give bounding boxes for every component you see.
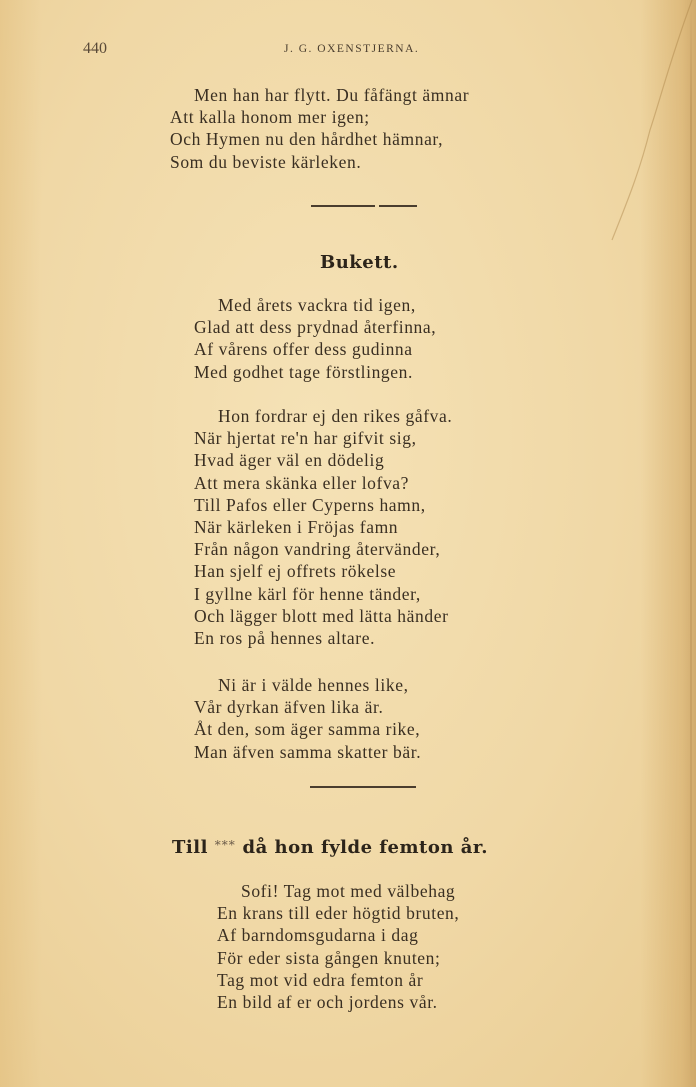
verse-line: Men han har flytt. Du fåfängt ämnar [194,85,470,105]
running-head: J. G. OXENSTJERNA. [284,43,420,55]
page-edge [690,0,692,1087]
verse-line: För eder sista gången knuten; [217,947,441,968]
bukett-stanza-2 [194,405,452,649]
verse-line: Med årets vackra tid igen, [218,295,416,315]
continuation-stanza [170,84,469,173]
verse-line: Och lägger blott med lätta händer [194,605,449,626]
till-stanza-1 [217,880,459,1013]
verse-line: En krans till eder högtid bruten, [217,903,460,924]
verse-line: Tag mot vid edra femton år [217,969,424,990]
title-prefix: Till [172,837,208,858]
bukett-stanza-1 [194,294,436,383]
poem-title-till [172,837,488,858]
verse-line: Af vårens offer dess gudinna [194,339,413,360]
verse-line: Hon fordrar ej den rikes gåfva. [218,406,453,426]
verse-line: Åt den, som äger samma rike, [194,719,421,740]
verse-line: En bild af er och jordens vår. [217,992,438,1013]
page-number: 440 [83,40,107,57]
verse-line: Man äfven samma skatter bär. [194,741,422,762]
verse-line: En ros på hennes altare. [194,628,376,649]
verse-line: Som du beviste kärleken. [170,151,362,172]
title-suffix: då hon fylde femton år. [242,837,488,858]
poem-title-bukett: Bukett. [320,252,399,273]
verse-line: Till Pafos eller Cyperns hamn, [194,494,426,515]
verse-line: Ni är i välde hennes like, [218,675,409,695]
verse-line: Att kalla honom mer igen; [170,107,370,128]
verse-line: När hjertat re'n har gifvit sig, [194,428,417,449]
verse-line: När kärleken i Fröjas famn [194,517,399,538]
verse-line: Han sjelf ej offrets rökelse [194,561,397,582]
verse-line: Och Hymen nu den hårdhet hämnar, [170,129,444,150]
verse-line: Glad att dess prydnad återfinna, [194,317,437,338]
verse-line: Af barndomsgudarna i dag [217,925,419,946]
section-divider-right [379,205,417,207]
verse-line: Sofi! Tag mot med välbehag [241,881,456,901]
verse-line: Från någon vandring återvänder, [194,539,441,560]
bukett-stanza-3 [194,674,421,763]
section-divider [310,786,416,788]
verse-line: Vår dyrkan äfven lika är. [194,697,384,718]
verse-line: Hvad äger väl en dödelig [194,450,385,471]
section-divider-left [311,205,375,207]
verse-line: I gyllne kärl för henne tänder, [194,583,421,604]
verse-line: Att mera skänka eller lofva? [194,472,410,493]
title-asterisks: *** [214,838,236,852]
verse-line: Med godhet tage förstlingen. [194,361,413,382]
